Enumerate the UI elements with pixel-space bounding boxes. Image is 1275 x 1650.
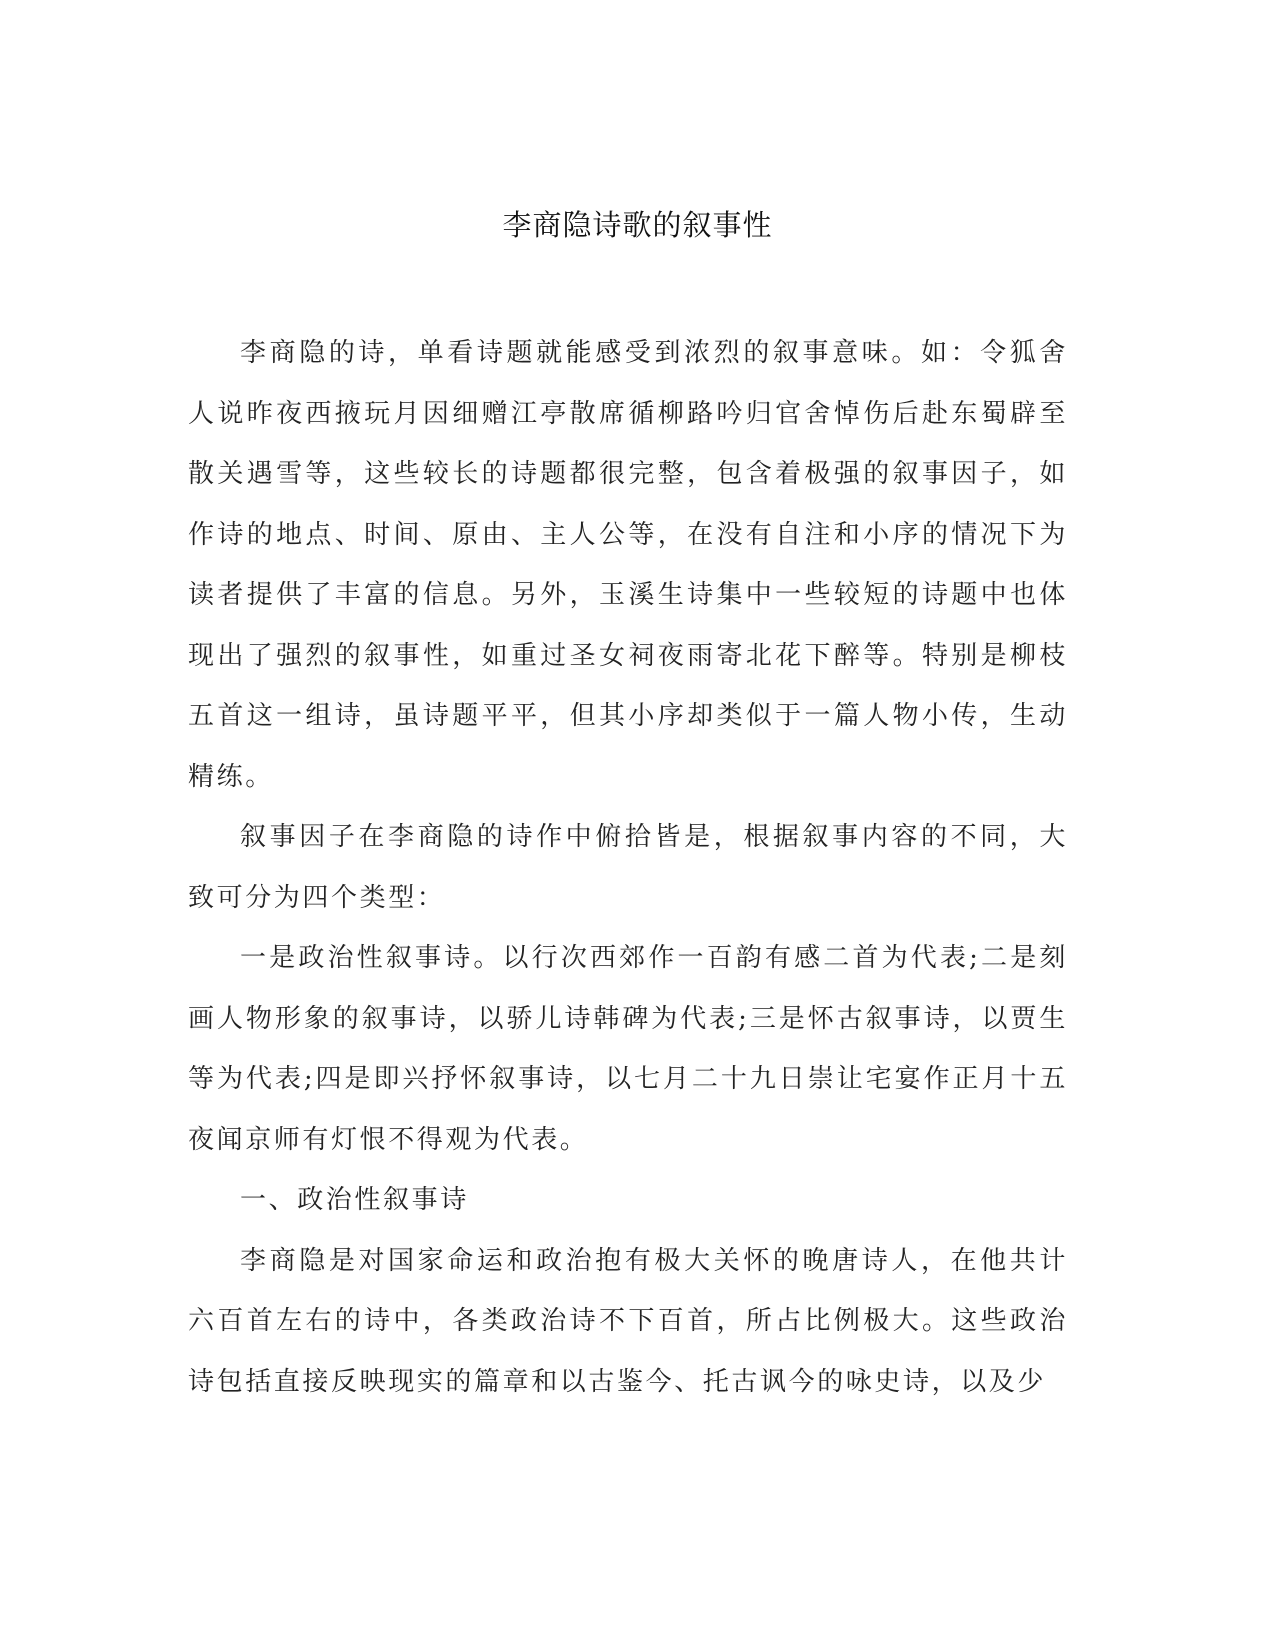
paragraph: 一是政治性叙事诗。以行次西郊作一百韵有感二首为代表;二是刻画人物形象的叙事诗，以骄儿诗韩碑为代表;三是怀古叙事诗，以贾生等为代表;四是即兴抒怀叙事诗，以七月二十九日崇让宅宴作正月十五夜闻京师有灯恨不得观为代表。 [188, 943, 1068, 1155]
paragraph: 李商隐的诗，单看诗题就能感受到浓烈的叙事意味。如：令狐舍人说昨夜西掖玩月因细赠江亭散席循柳路吟归官舍悼伤后赴东蜀辟至散关遇雪等，这些较长的诗题都很完整，包含着极强的叙事因子，如作诗的地点、时间、原由、主人公等，在没有自注和小序的情况下为读者提供了丰富的信息。另外，玉溪生诗集中一些较短的诗题中也体现出了强烈的叙事性，如重过圣女祠夜雨寄北花下醉等。特别是柳枝五首这一组诗，虽诗题平平，但其小序却类似于一篇人物小传，生动精练。 [188, 338, 1068, 792]
paragraph: 叙事因子在李商隐的诗作中俯拾皆是，根据叙事内容的不同，大致可分为四个类型： [188, 822, 1068, 913]
section-heading: 一、政治性叙事诗 [240, 1185, 469, 1215]
document-body [188, 323, 1068, 1412]
document-title: 李商隐诗歌的叙事性 [502, 208, 773, 242]
paragraph: 李商隐是对国家命运和政治抱有极大关怀的晚唐诗人，在他共计六百首左右的诗中，各类政治诗不下百首，所占比例极大。这些政治诗包括直接反映现实的篇章和以古鉴今、托古讽今的咏史诗，以及少 [188, 1245, 1068, 1397]
